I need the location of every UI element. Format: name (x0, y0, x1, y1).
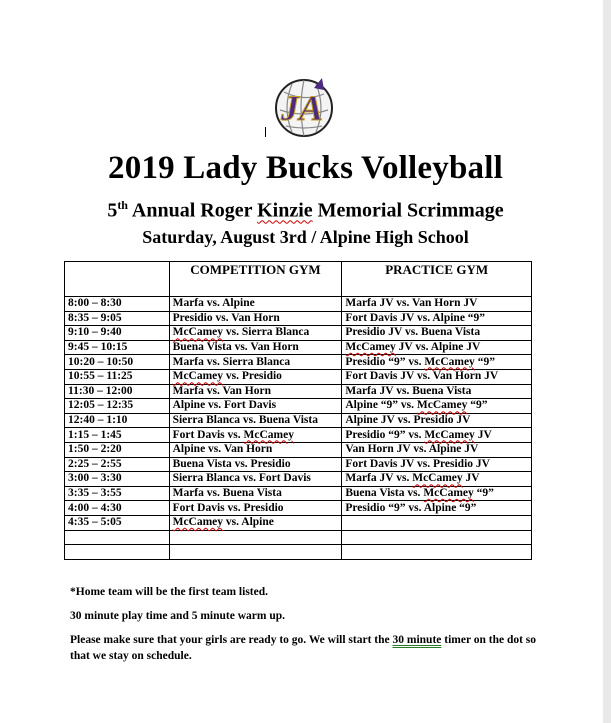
cell-practice: Presidio “9” vs. McCamey “9” (342, 355, 532, 370)
table-row (65, 501, 532, 516)
cell-competition: Alpine vs. Van Horn (169, 442, 342, 457)
cell-time: 1:15 – 1:45 (65, 428, 170, 443)
note-home-team: *Home team will be the first team listed. (70, 586, 269, 598)
table-row (65, 399, 532, 414)
cell-practice: Fort Davis JV vs. Alpine “9” (342, 311, 532, 326)
note-ready-mark: 30 minute (392, 634, 442, 646)
logo-letters: JA (280, 88, 324, 128)
cell-time: 4:00 – 4:30 (65, 501, 170, 516)
cell-time: 10:20 – 10:50 (65, 355, 170, 370)
cell-practice (342, 515, 532, 530)
subtitle-ordinal: th (117, 198, 128, 212)
cell-practice: McCamey JV vs. Alpine JV (342, 340, 532, 355)
cell-time: 2:25 – 2:55 (65, 457, 170, 472)
cell-competition: McCamey vs. Sierra Blanca (169, 326, 342, 341)
subtitle-number: 5 (107, 199, 118, 222)
table-row (65, 311, 532, 326)
cell-practice: Presidio JV vs. Buena Vista (342, 326, 532, 341)
event-subtitle (0, 198, 611, 223)
cell-competition: McCamey vs. Presidio (169, 369, 342, 384)
header-competition-gym: COMPETITION GYM (169, 262, 342, 297)
cell-practice: Marfa JV vs. Van Horn JV (342, 297, 532, 312)
table-row (65, 355, 532, 370)
cell-time: 11:30 – 12:00 (65, 384, 170, 399)
table-row (65, 515, 532, 530)
school-logo (262, 72, 342, 140)
subtitle-post: Memorial Scrimmage (312, 199, 504, 222)
cell-competition (169, 530, 342, 545)
cell-practice: Buena Vista vs. McCamey “9” (342, 486, 532, 501)
cell-time (65, 545, 170, 560)
table-row (65, 457, 532, 472)
note-ready-pre: Please make sure that your girls are ready to go. We will start the (70, 634, 393, 646)
cell-practice: Presidio “9” vs. McCamey JV (342, 428, 532, 443)
cell-practice: Alpine “9” vs. McCamey “9” (342, 399, 532, 414)
cell-competition: Fort Davis vs. McCamey (169, 428, 342, 443)
table-row (65, 545, 532, 560)
cell-time: 1:50 – 2:20 (65, 442, 170, 457)
cell-time: 3:00 – 3:30 (65, 472, 170, 487)
cell-competition: Marfa vs. Buena Vista (169, 486, 342, 501)
cell-competition: Buena Vista vs. Presidio (169, 457, 342, 472)
cell-competition: Alpine vs. Fort Davis (169, 399, 342, 414)
page-edge (603, 0, 611, 723)
table-row (65, 340, 532, 355)
table-row (65, 369, 532, 384)
note-ready-post: timer on the dot so that we stay on schedule. (70, 634, 537, 662)
header-time (65, 262, 170, 297)
cell-competition: Marfa vs. Van Horn (169, 384, 342, 399)
subtitle-pre: Annual Roger (127, 199, 258, 222)
cell-competition: Marfa vs. Sierra Blanca (169, 355, 342, 370)
cell-practice: Fort Davis JV vs. Van Horn JV (342, 369, 532, 384)
event-date-location: Saturday, August 3rd / Alpine High School (142, 227, 469, 247)
table-row (65, 428, 532, 443)
cell-competition: Sierra Blanca vs. Fort Davis (169, 472, 342, 487)
cell-competition: Fort Davis vs. Presidio (169, 501, 342, 516)
cell-competition: Presidio vs. Van Horn (169, 311, 342, 326)
cell-competition: Sierra Blanca vs. Buena Vista (169, 413, 342, 428)
cell-time: 9:45 – 10:15 (65, 340, 170, 355)
cell-time: 10:55 – 11:25 (65, 369, 170, 384)
schedule-table (64, 261, 532, 560)
table-row (65, 472, 532, 487)
cell-practice: Fort Davis JV vs. Presidio JV (342, 457, 532, 472)
text-cursor (265, 127, 266, 137)
cell-competition: Buena Vista vs. Van Horn (169, 340, 342, 355)
cell-competition (169, 545, 342, 560)
cell-time (65, 530, 170, 545)
table-row (65, 486, 532, 501)
table-row (65, 413, 532, 428)
cell-competition: McCamey vs. Alpine (169, 515, 342, 530)
note-play-time: 30 minute play time and 5 minute warm up. (70, 610, 285, 622)
table-row (65, 326, 532, 341)
cell-time: 12:40 – 1:10 (65, 413, 170, 428)
cell-time: 4:35 – 5:05 (65, 515, 170, 530)
table-row (65, 442, 532, 457)
cell-time: 8:35 – 9:05 (65, 311, 170, 326)
cell-practice: Marfa JV vs. McCamey JV (342, 472, 532, 487)
note-ready (70, 632, 540, 664)
table-header-row (65, 262, 532, 297)
subtitle-name: Kinzie (257, 199, 313, 222)
cell-time: 8:00 – 8:30 (65, 297, 170, 312)
cell-practice: Presidio “9” vs. Alpine “9” (342, 501, 532, 516)
cell-practice: Marfa JV vs. Buena Vista (342, 384, 532, 399)
cell-practice: Alpine JV vs. Presidio JV (342, 413, 532, 428)
cell-practice (342, 545, 532, 560)
header-practice-gym: PRACTICE GYM (342, 262, 532, 297)
cell-time: 9:10 – 9:40 (65, 326, 170, 341)
cell-time: 3:35 – 3:55 (65, 486, 170, 501)
cell-time: 12:05 – 12:35 (65, 399, 170, 414)
page-title: 2019 Lady Bucks Volleyball (108, 150, 503, 186)
cell-competition: Marfa vs. Alpine (169, 297, 342, 312)
table-row (65, 530, 532, 545)
cell-practice: Van Horn JV vs. Alpine JV (342, 442, 532, 457)
table-row (65, 384, 532, 399)
cell-practice (342, 530, 532, 545)
table-row (65, 297, 532, 312)
